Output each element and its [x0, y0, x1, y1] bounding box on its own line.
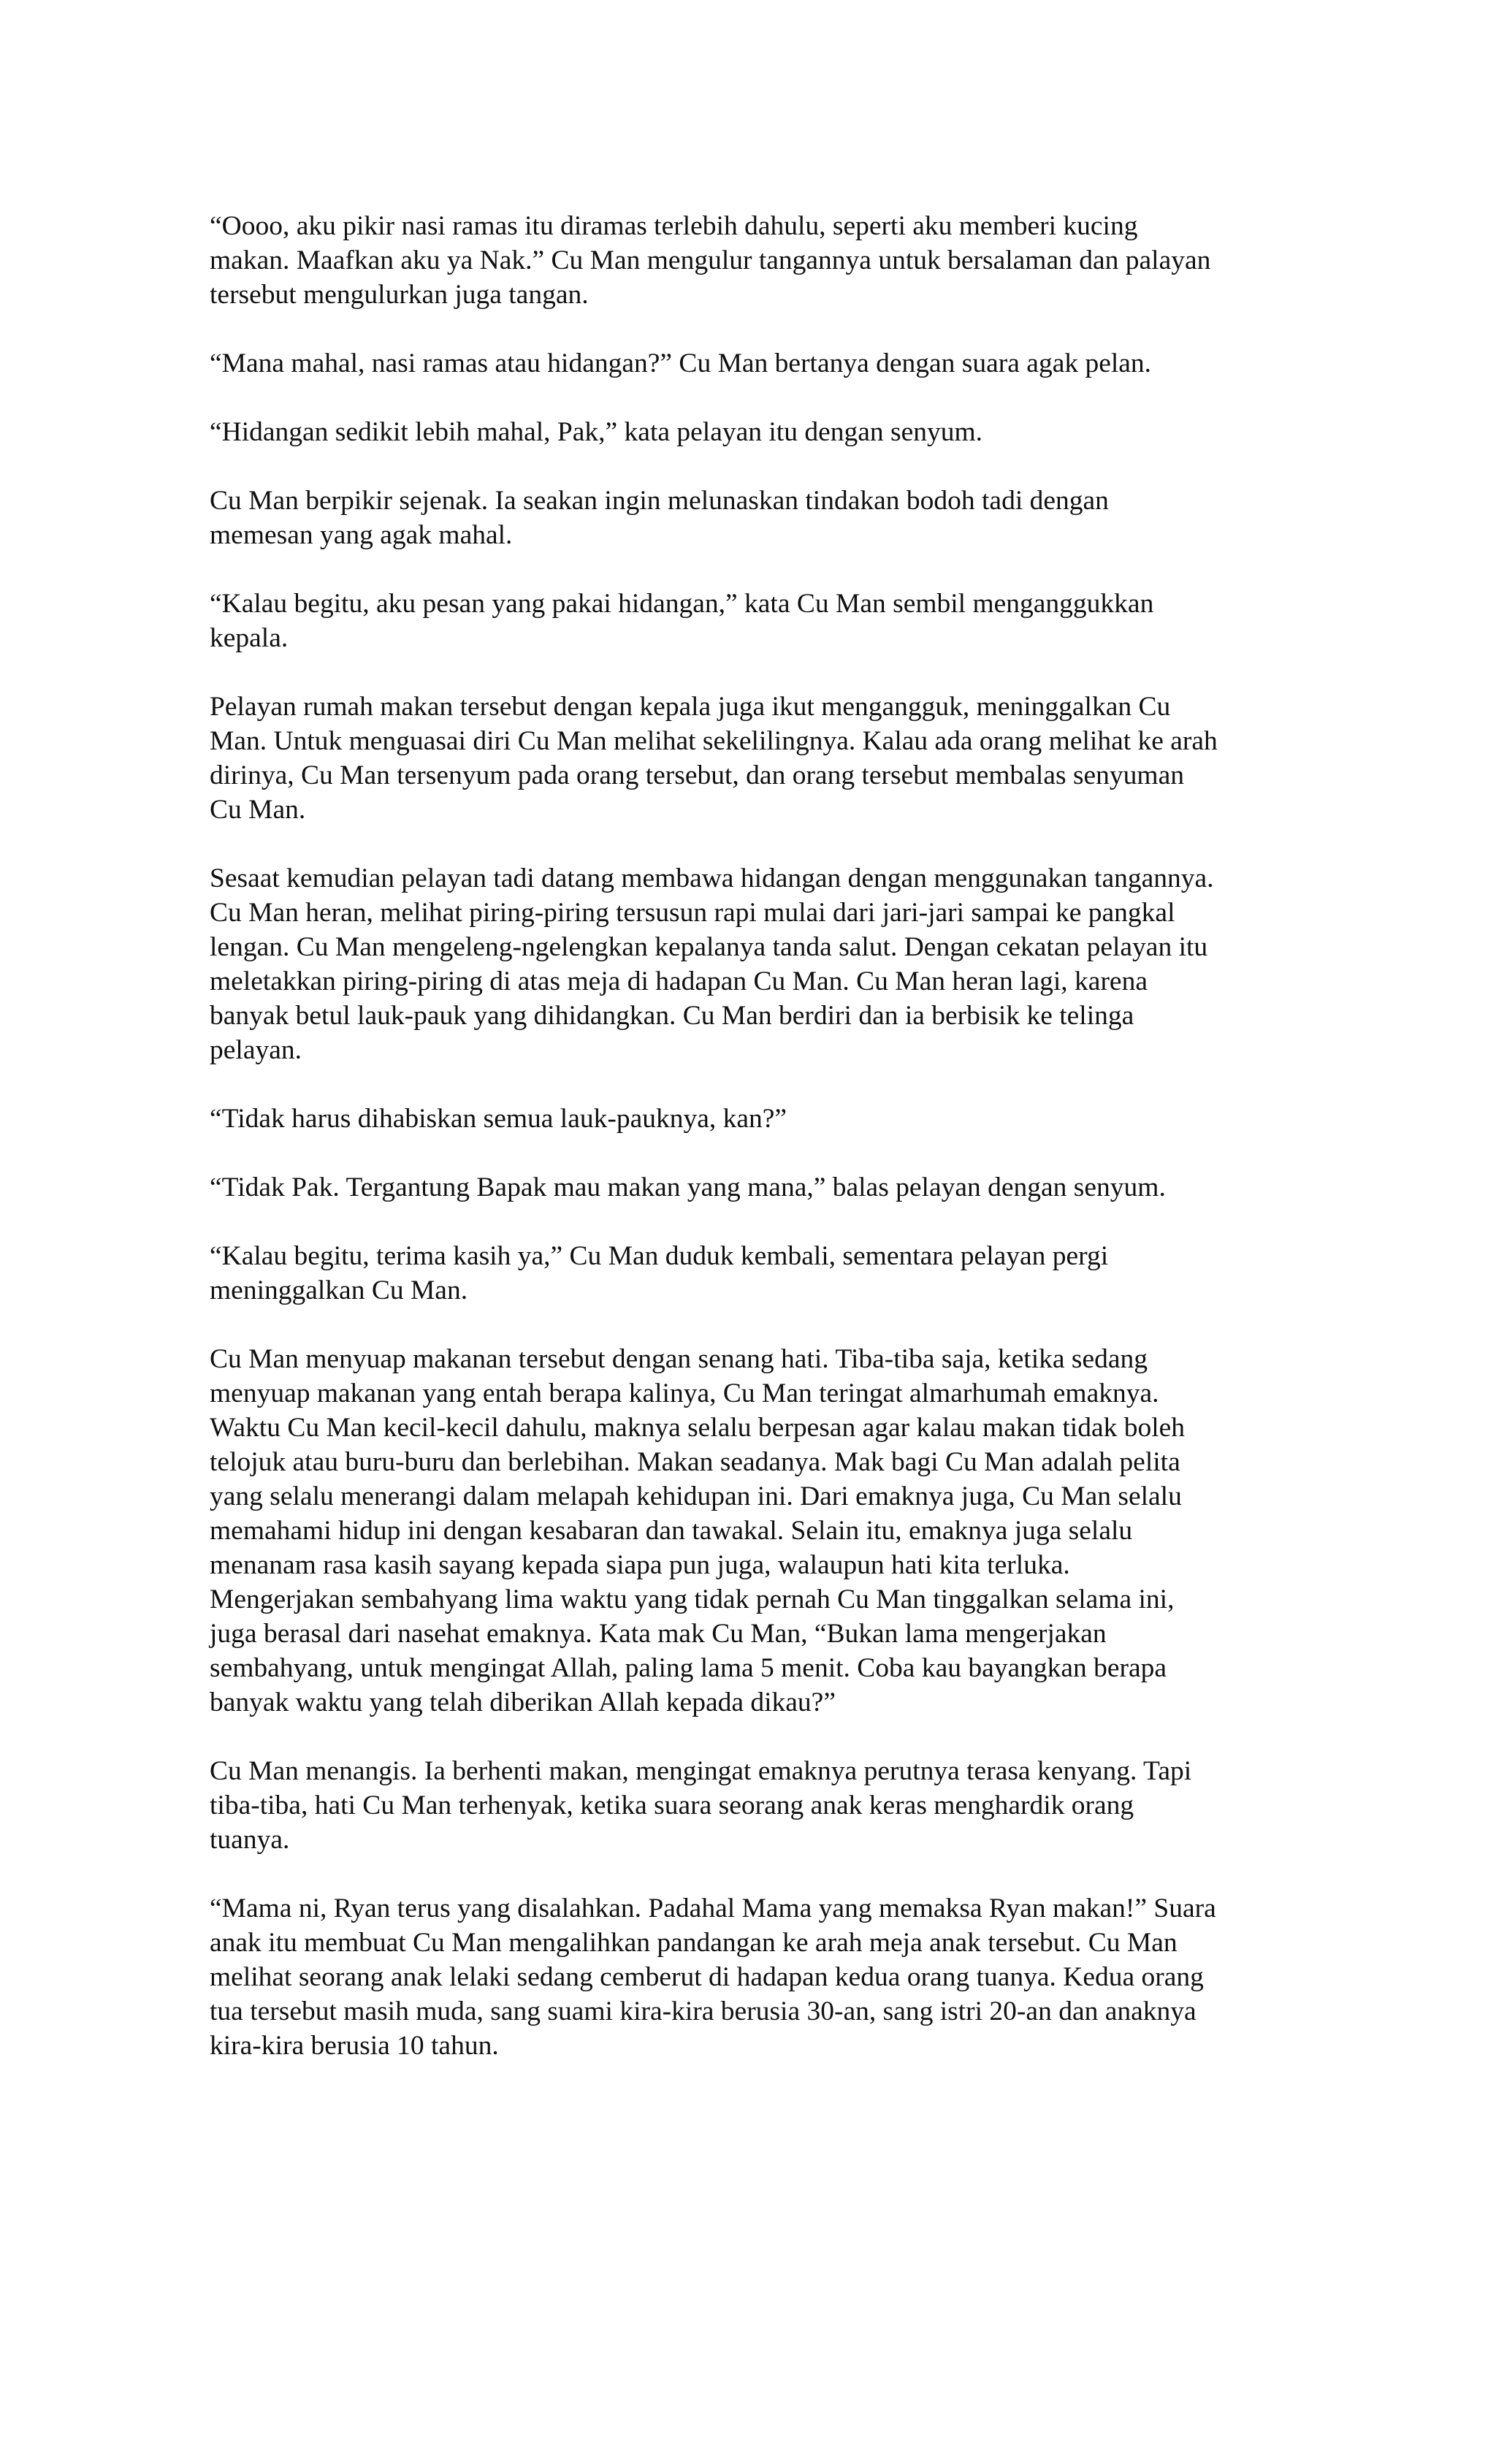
paragraph: “Tidak Pak. Tergantung Bapak mau makan yang mana,” balas pelayan dengan senyum.	[210, 1172, 1166, 1202]
paragraph: Cu Man berpikir sejenak. Ia seakan ingin melunaskan tindakan bodoh tadi dengan memesan yang agak mahal.	[210, 486, 1109, 550]
paragraph: Pelayan rumah makan tersebut dengan kepala juga ikut mengangguk, meninggalkan Cu Man. Untuk menguasai diri Cu Man melihat sekelilingnya. Kalau ada orang melihat ke arah dirinya, Cu Man tersenyum pada orang tersebut, dan orang tersebut membalas senyuman Cu Man.	[210, 692, 1218, 825]
paragraph: Sesaat kemudian pelayan tadi datang membawa hidangan dengan menggunakan tangannya. Cu Man heran, melihat piring-piring tersusun rapi mulai dari jari-jari sampai ke pangkal lengan. Cu Man mengeleng-ngelengkan kepalanya tanda salut. Dengan cekatan pelayan itu meletakkan piring-piring di atas meja di hadapan Cu Man. Cu Man heran lagi, karena banyak betul lauk-pauk yang dihidangkan. Cu Man berdiri dan ia berbisik ke telinga pelayan.	[210, 863, 1214, 1065]
paragraph: “Mana mahal, nasi ramas atau hidangan?” Cu Man bertanya dengan suara agak pelan.	[210, 348, 1152, 378]
paragraph: “Mama ni, Ryan terus yang disalahkan. Padahal Mama yang memaksa Ryan makan!” Suara anak itu membuat Cu Man mengalihkan pandangan ke arah meja anak tersebut. Cu Man melihat seorang anak lelaki sedang cemberut di hadapan kedua orang tuanya. Kedua orang tua tersebut masih muda, sang suami kira-kira berusia 30-an, sang istri 20-an dan anaknya kira-kira berusia 10 tahun.	[210, 1893, 1216, 2061]
paragraph: Cu Man menyuap makanan tersebut dengan senang hati. Tiba-tiba saja, ketika sedang menyuap makanan yang entah berapa kalinya, Cu Man teringat almarhumah emaknya. Waktu Cu Man kecil-kecil dahulu, maknya selalu berpesan agar kalau makan tidak boleh telojuk atau buru-buru dan berlebihan. Makan seadanya. Mak bagi Cu Man adalah pelita yang selalu menerangi dalam melapah kehidupan ini. Dari emaknya juga, Cu Man selalu memahami hidup ini dengan kesabaran dan tawakal. Selain itu, emaknya juga selalu menanam rasa kasih sayang kepada siapa pun juga, walaupun hati kita terluka. Mengerjakan sembahyang lima waktu yang tidak pernah Cu Man tinggalkan selama ini, juga berasal dari nasehat emaknya. Kata mak Cu Man, “Bukan lama mengerjakan sembahyang, untuk mengingat Allah, paling lama 5 menit. Coba kau bayangkan berapa banyak waktu yang telah diberikan Allah kepada dikau?”	[210, 1344, 1186, 1717]
paragraph: “Tidak harus dihabiskan semua lauk-pauknya, kan?”	[210, 1104, 787, 1134]
paragraph: Cu Man menangis. Ia berhenti makan, mengingat emaknya perutnya terasa kenyang. Tapi tiba-tiba, hati Cu Man terhenyak, ketika suara seorang anak keras menghardik orang tuanya.	[210, 1756, 1192, 1855]
paragraph: “Hidangan sedikit lebih mahal, Pak,” kata pelayan itu dengan senyum.	[210, 417, 983, 447]
paragraph: “Kalau begitu, terima kasih ya,” Cu Man duduk kembali, sementara pelayan pergi meninggalkan Cu Man.	[210, 1241, 1109, 1305]
body-text	[210, 209, 1298, 2063]
paragraph: “Kalau begitu, aku pesan yang pakai hidangan,” kata Cu Man sembil menganggukkan kepala.	[210, 589, 1154, 653]
paragraph: “Oooo, aku pikir nasi ramas itu diramas terlebih dahulu, seperti aku memberi kucing makan. Maafkan aku ya Nak.” Cu Man mengulur tangannya untuk bersalaman dan palayan tersebut mengulurkan juga tangan.	[210, 211, 1211, 310]
